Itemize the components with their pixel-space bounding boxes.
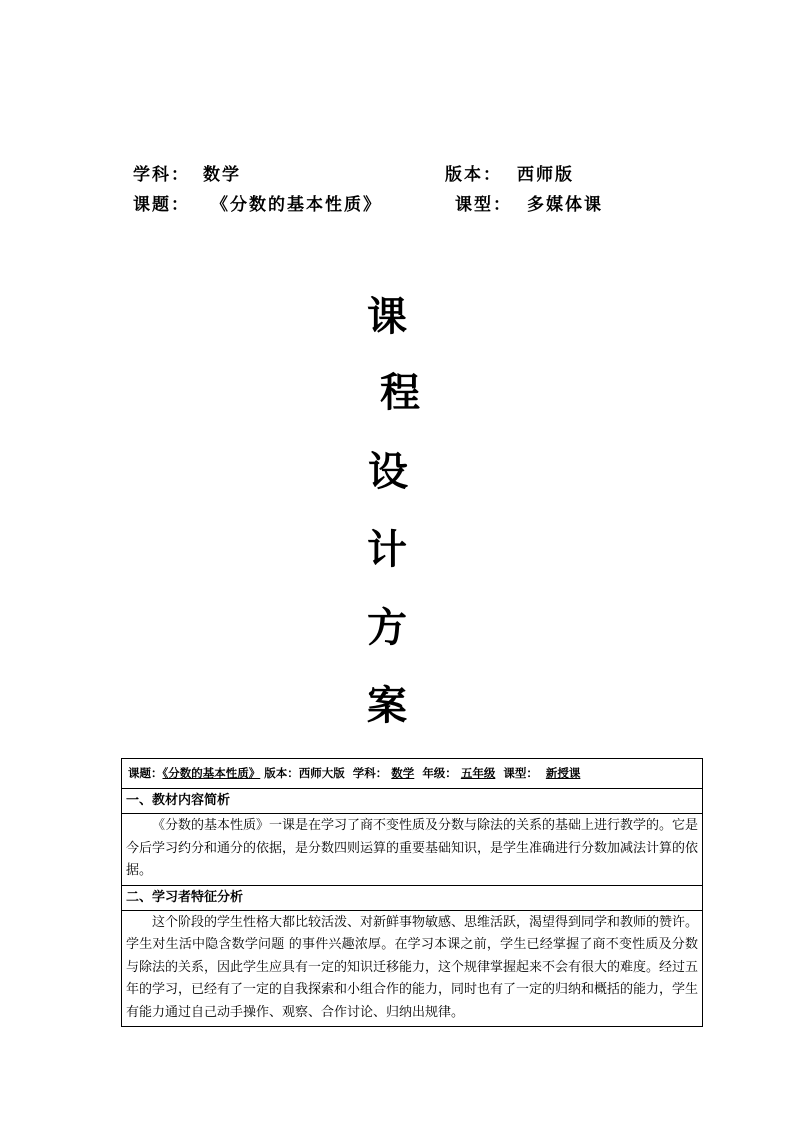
title-char-2: 程	[380, 370, 420, 416]
info-type-label: 课型：	[503, 766, 538, 780]
type-label: 课型：	[455, 195, 512, 215]
lesson-table	[121, 758, 703, 1027]
info-type-value: 新授课	[545, 766, 581, 780]
type-value: 多媒体课	[527, 195, 603, 215]
title-char-4: 计	[367, 527, 407, 573]
info-topic-value: 《分数的基本性质》	[162, 766, 261, 780]
subject-value: 数学	[203, 165, 241, 185]
section2-body: 这个阶段的学生性格大都比较活泼、对新鲜事物敏感、思维活跃，渴望得到同学和教师的赞许。学生对生活中隐含数学问题 的事件兴趣浓厚。在学习本课之前，学生已经掌握了商不变性质及分数与除法的关系，因此学生应具有一定的知识迁移能力，这个规律掌握起来不会有很大的难度。经过五年的学习，已经有了一定的自我探索和小组合作的能力，同时也有了一定的归纳和概括的能力，学生有能力通过自己动手操作、观察、合作讨论、归纳出规律。	[126, 914, 699, 1020]
title-char-3: 设	[368, 449, 408, 495]
title-char-6: 案	[367, 683, 407, 729]
info-grade-value: 五年级	[460, 766, 496, 780]
lesson-info-row	[122, 759, 702, 789]
version-value: 西师版	[517, 165, 574, 185]
info-grade-label: 年级：	[422, 766, 457, 780]
info-subject-label: 学科：	[352, 766, 388, 780]
topic-label: 课题：	[133, 195, 190, 215]
info-subject-value: 数学	[391, 766, 415, 780]
title-char-1: 课	[367, 294, 407, 340]
title-char-5: 方	[367, 605, 407, 651]
section1-title: 一、教材内容简析	[122, 789, 702, 814]
info-version-value: 西师大版	[298, 766, 345, 780]
version-label: 版本：	[445, 165, 502, 185]
section1-body: 《分数的基本性质》一课是在学习了商不变性质及分数与除法的关系的基础上进行教学的。它是今后学习约分和通分的依据，是分数四则运算的重要基础知识，是学生准确进行分数加减法计算的依据。	[122, 814, 702, 886]
info-version-label: 版本：	[264, 766, 299, 780]
subject-label: 学科：	[133, 165, 190, 185]
topic-value: 《分数的基本性质》	[211, 195, 382, 215]
info-topic-label: 课题：	[128, 766, 163, 780]
section2-title: 二、学习者特征分析	[122, 886, 702, 911]
